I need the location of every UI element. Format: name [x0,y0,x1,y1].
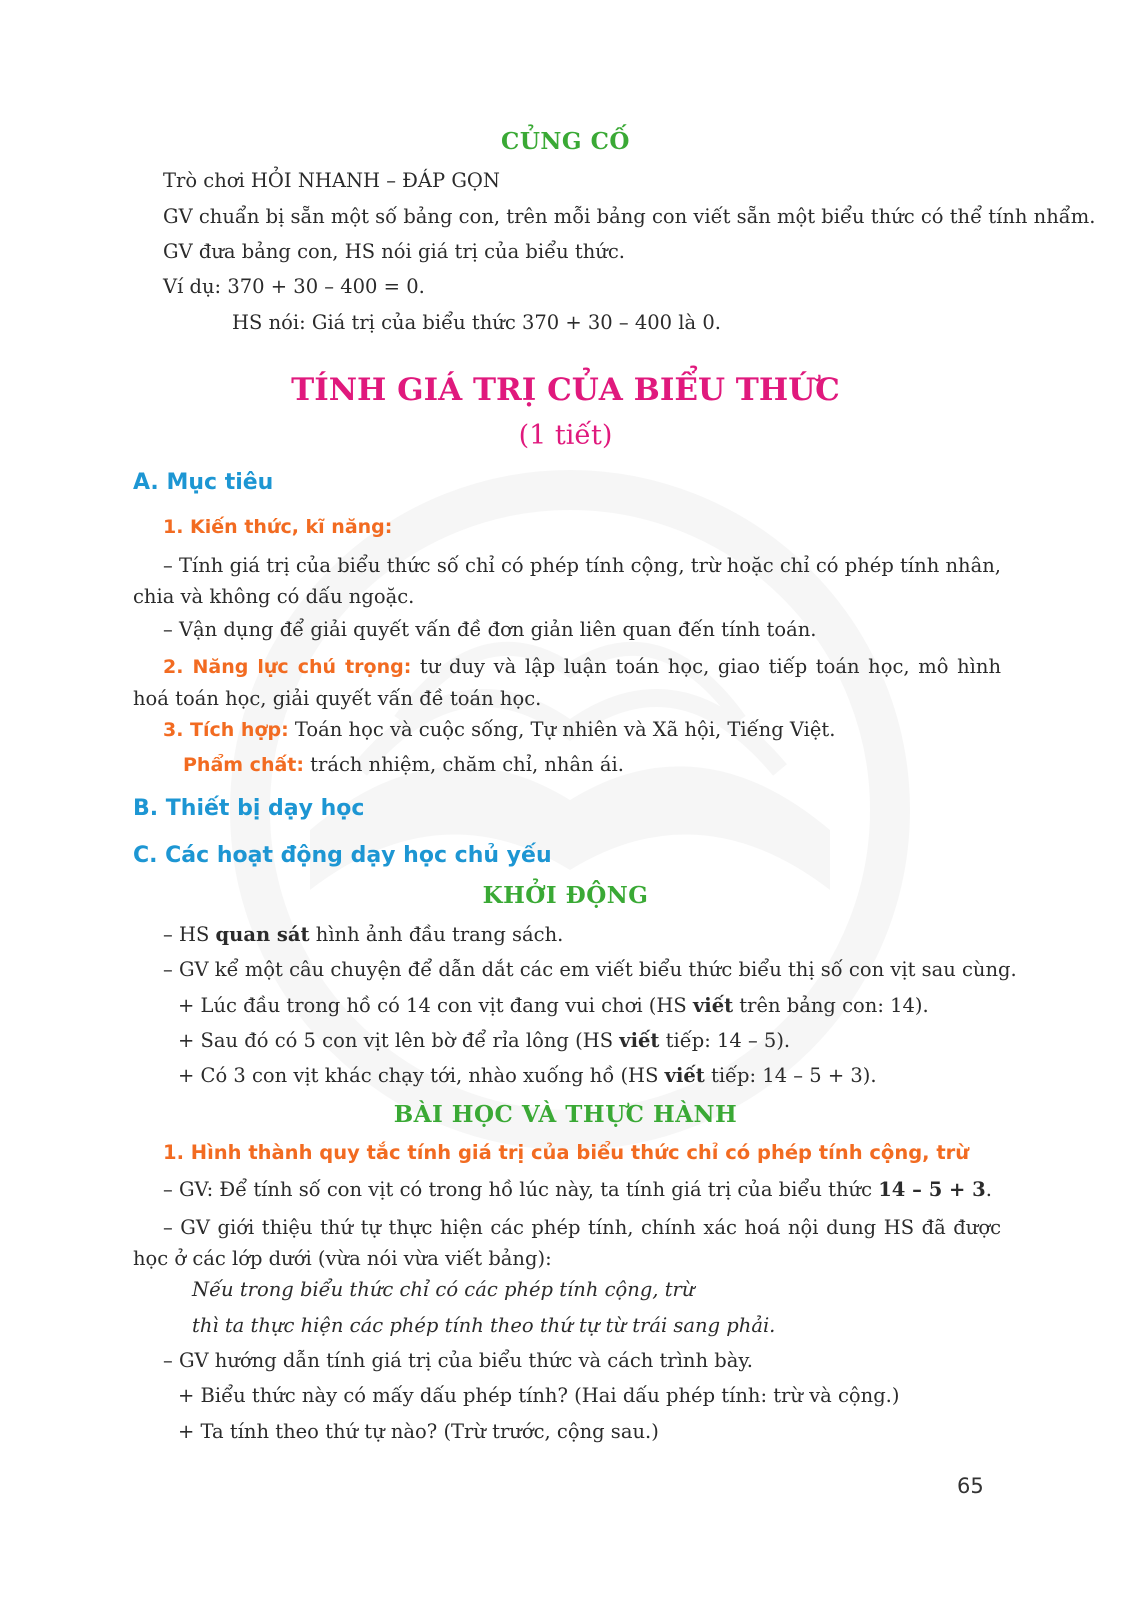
k2-label: 2. Năng lực chú trọng: [163,656,412,678]
bai-hoc-subheading-1: 1. Hình thành quy tắc tính giá trị của biểu thức chỉ có phép tính cộng, trừ [163,1141,970,1164]
khoi-dong-line-1-a: – HS [163,923,216,946]
khoi-dong-line-5-a: + Có 3 con vịt khác chạy tới, nhào xuống hồ (HS [178,1064,665,1087]
page-number: 65 [957,1474,984,1498]
cung-co-line-2: GV chuẩn bị sẵn một số bảng con, trên mỗi bảng con viết sẵn một biểu thức có thể tính nhẩm. [163,205,1096,228]
k1-label: 1. Kiến thức, kĩ năng: [163,516,393,538]
cung-co-answer: HS nói: Giá trị của biểu thức 370 + 30 – 400 là 0. [232,311,721,334]
khoi-dong-line-4 [178,1028,790,1054]
pham-chat-line [183,752,624,778]
lesson-title: TÍNH GIÁ TRỊ CỦA BIỂU THỨC [291,372,840,408]
cung-co-line-3: GV đưa bảng con, HS nói giá trị của biểu thức. [163,240,625,263]
bai-hoc-line-3: – GV hướng dẫn tính giá trị của biểu thức và cách trình bày. [163,1349,753,1372]
khoi-dong-line-1-c: hình ảnh đầu trang sách. [309,923,564,946]
cung-co-example: Ví dụ: 370 + 30 – 400 = 0. [163,275,425,298]
k3-label: 3. Tích hợp: [163,719,289,741]
pham-chat-text: trách nhiệm, chăm chỉ, nhân ái. [303,753,624,776]
khoi-dong-line-1 [163,922,563,948]
bai-hoc-line-1 [163,1177,992,1203]
section-b-heading: B. Thiết bị dạy học [133,796,365,821]
khoi-dong-line-2: – GV kể một câu chuyện để dẫn dắt các em viết biểu thức biểu thị số con vịt sau cùng. [163,958,1017,981]
k3-text: Toán học và cuộc sống, Tự nhiên và Xã hội, Tiếng Việt. [288,718,836,741]
k2-text: tư duy và lập luận toán học, giao tiếp toán học, mô hình hoá toán học, giải quyết vấn đề toán học. [133,655,1001,710]
khoi-dong-line-5-c: tiếp: 14 – 5 + 3). [704,1064,877,1087]
k1-line-1: – Tính giá trị của biểu thức số chỉ có phép tính cộng, trừ hoặc chỉ có phép tính nhân, chia và không có dấu ngoặc. [133,554,1001,608]
khoi-dong-line-5 [178,1063,877,1089]
pham-chat-label: Phẩm chất: [183,754,304,776]
k2-paragraph [133,651,1001,714]
bai-hoc-heading: BÀI HỌC VÀ THỰC HÀNH [393,1101,738,1128]
section-c-heading: C. Các hoạt động dạy học chủ yếu [133,843,552,868]
lesson-subtitle: (1 tiết) [518,420,613,451]
k1-line-2: – Vận dụng để giải quyết vấn đề đơn giản liên quan đến tính toán. [163,618,817,641]
khoi-dong-heading: KHỞI ĐỘNG [482,882,649,909]
khoi-dong-line-3 [178,993,929,1019]
bai-hoc-line-4: + Biểu thức này có mấy dấu phép tính? (Hai dấu phép tính: trừ và cộng.) [178,1384,900,1407]
cung-co-heading: CỦNG CỐ [501,128,630,155]
khoi-dong-line-5-bold: viết [664,1064,705,1087]
khoi-dong-line-3-c: trên bảng con: 14). [733,994,929,1017]
bai-hoc-line-1-c: . [985,1178,992,1201]
bai-hoc-line-1-a: – GV: Để tính số con vịt có trong hồ lúc này, ta tính giá trị của biểu thức [163,1178,879,1201]
rule-line-2: thì ta thực hiện các phép tính theo thứ tự từ trái sang phải. [192,1314,776,1337]
bai-hoc-line-5: + Ta tính theo thứ tự nào? (Trừ trước, cộng sau.) [178,1420,659,1443]
k3-line [163,717,835,743]
khoi-dong-line-1-bold: quan sát [215,923,310,946]
section-a-heading: A. Mục tiêu [133,470,274,495]
rule-line-1: Nếu trong biểu thức chỉ có các phép tính cộng, trừ [192,1278,695,1301]
bai-hoc-line-2: – GV giới thiệu thứ tự thực hiện các phép tính, chính xác hoá nội dung HS đã được học ở các lớp dưới (vừa nói vừa viết bảng): [133,1216,1001,1270]
khoi-dong-line-3-a: + Lúc đầu trong hồ có 14 con vịt đang vui chơi (HS [178,994,693,1017]
khoi-dong-line-4-c: tiếp: 14 – 5). [659,1029,791,1052]
khoi-dong-line-4-a: + Sau đó có 5 con vịt lên bờ để rỉa lông (HS [178,1029,620,1052]
khoi-dong-line-4-bold: viết [619,1029,660,1052]
cung-co-line-1: Trò chơi HỎI NHANH – ĐÁP GỌN [163,169,500,192]
expression-bold: 14 – 5 + 3 [878,1178,986,1201]
khoi-dong-line-3-bold: viết [692,994,734,1017]
